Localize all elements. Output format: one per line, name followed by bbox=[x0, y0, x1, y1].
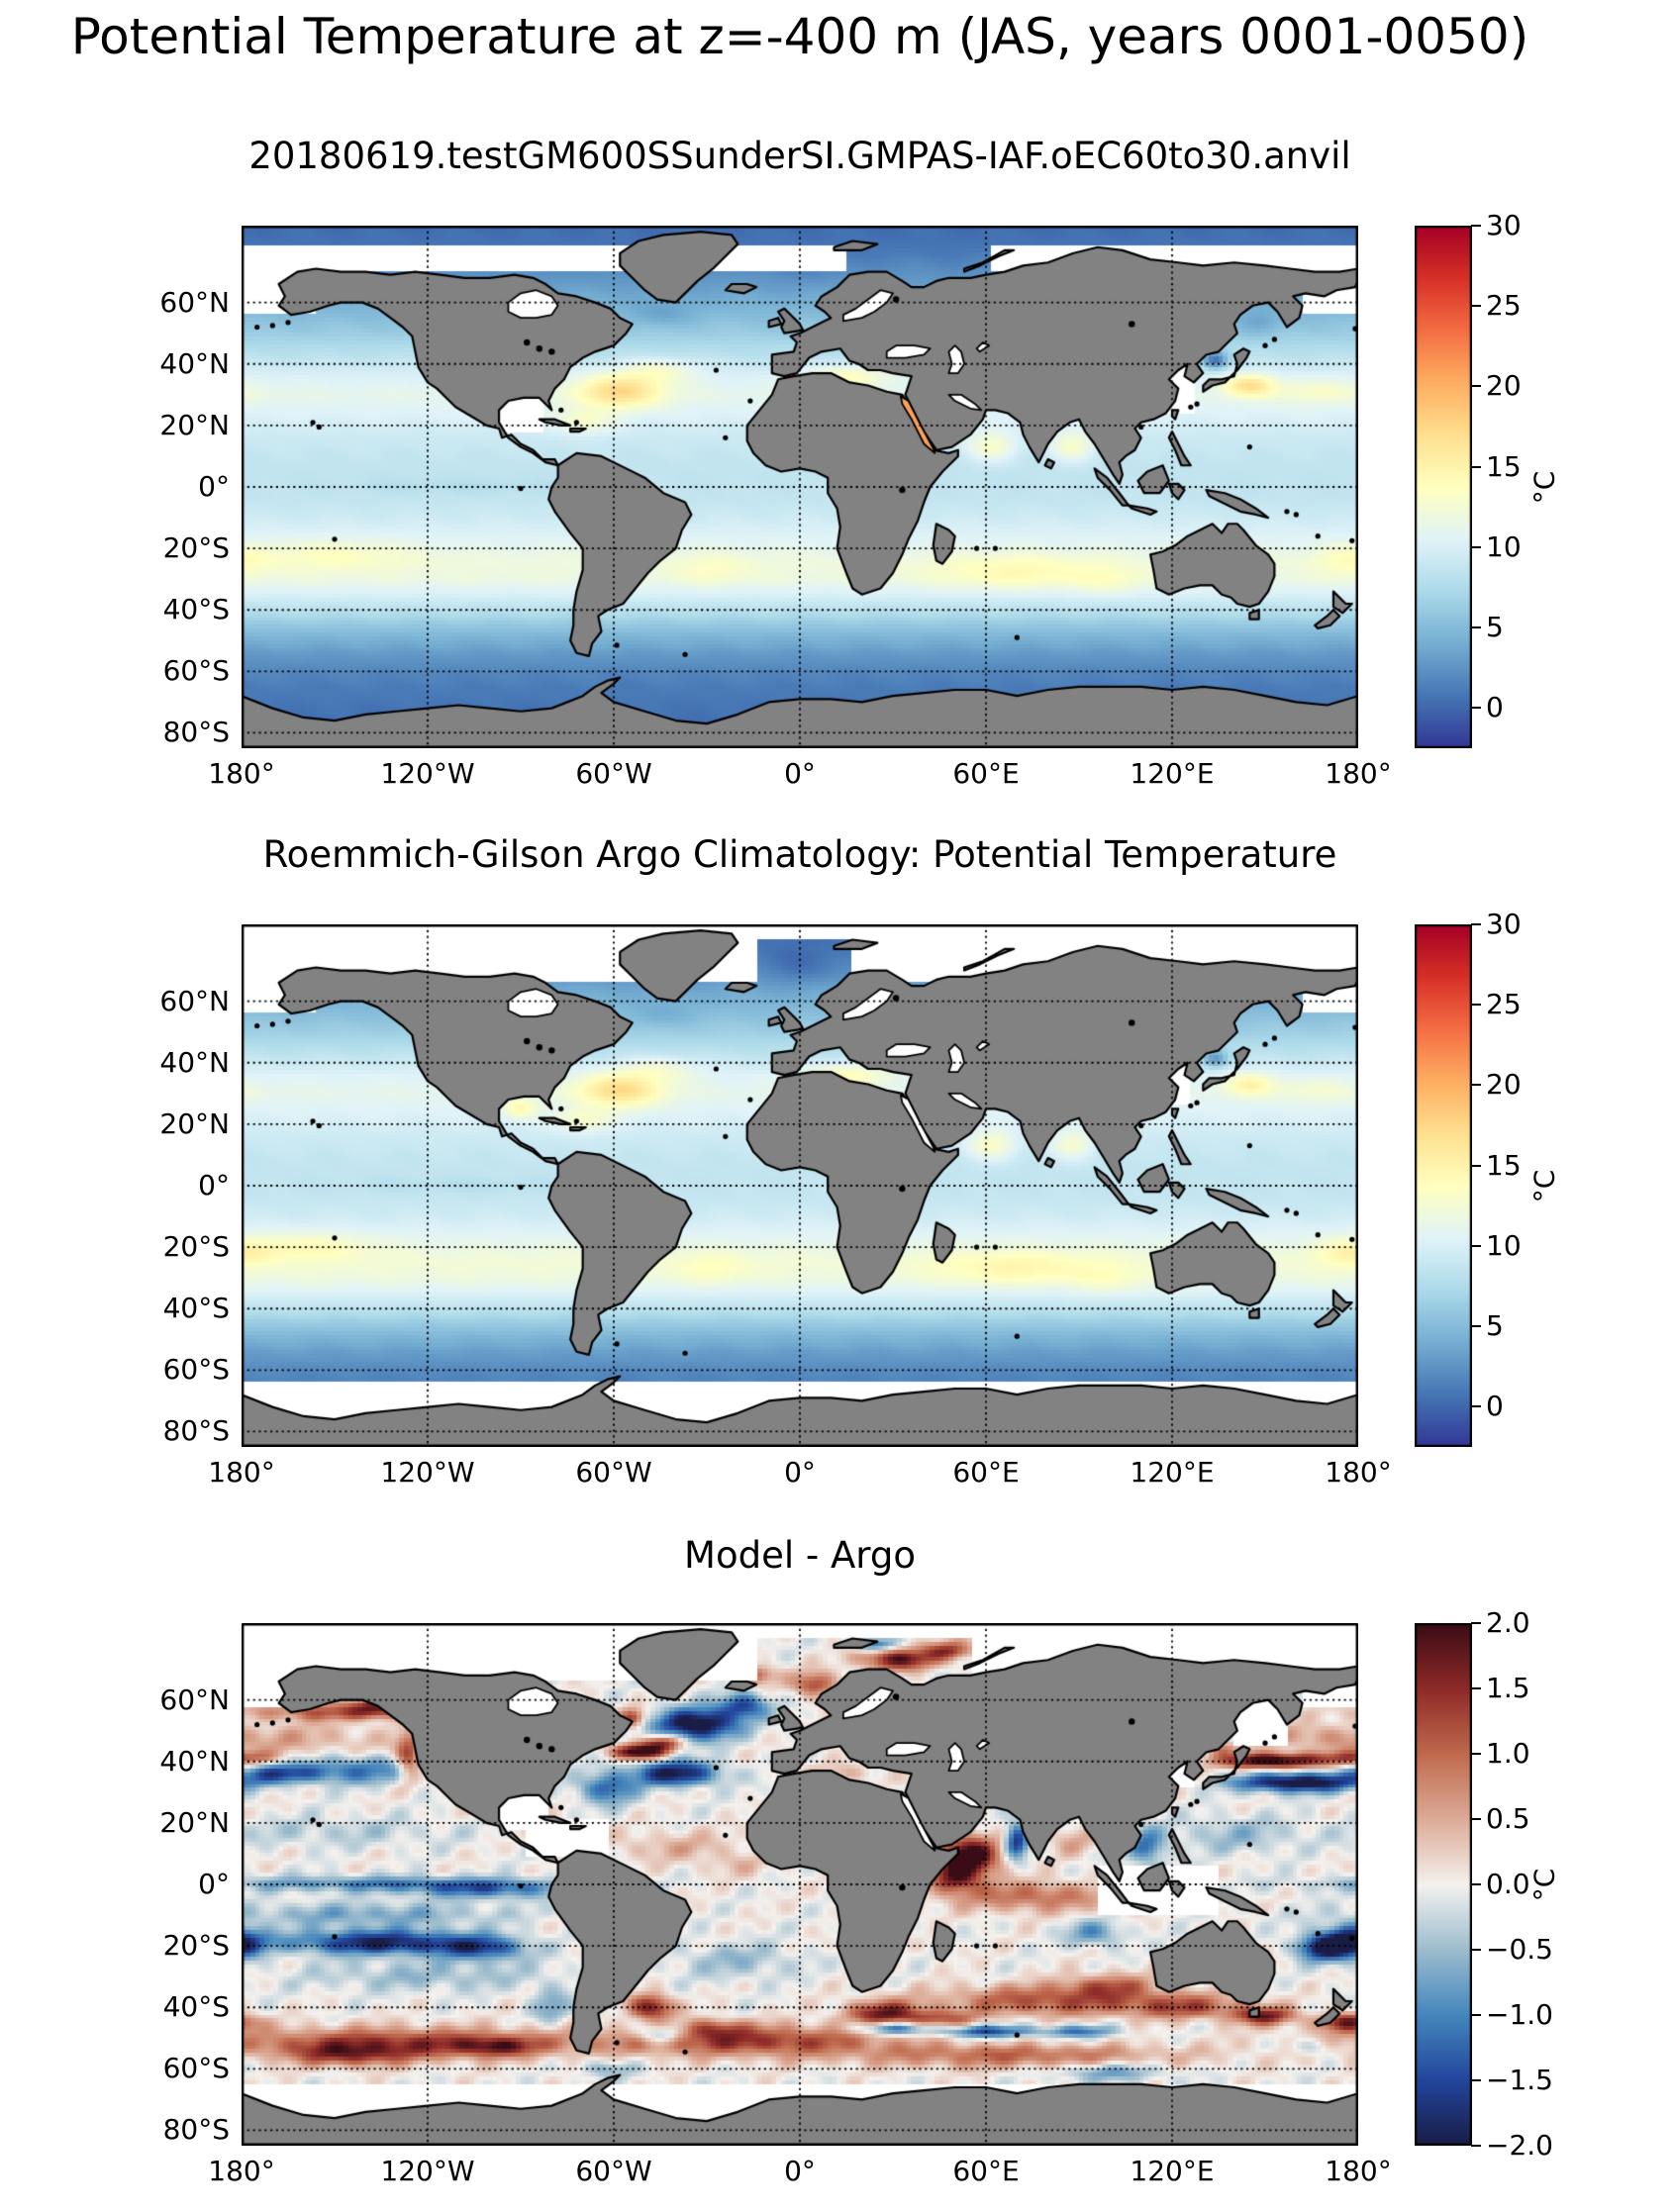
colorbar-tickmark bbox=[1471, 1687, 1481, 1689]
colorbar-tick-label: 5 bbox=[1486, 1309, 1504, 1343]
colorbar-tick-label: −1.5 bbox=[1486, 2064, 1553, 2096]
colorbar-tick-label: 25 bbox=[1486, 988, 1522, 1021]
lon-tick-label: 120°E bbox=[1130, 757, 1215, 790]
colorbar-tickmark bbox=[1471, 305, 1481, 307]
colorbar-tick-label: 20 bbox=[1486, 1068, 1522, 1102]
colorbar-tickmark bbox=[1471, 2079, 1481, 2081]
colorbar-tick-label: 25 bbox=[1486, 289, 1522, 323]
lon-tick-label: 120°W bbox=[380, 757, 475, 790]
argo-colorbar-units: °C bbox=[1527, 1169, 1561, 1203]
colorbar-tickmark bbox=[1471, 1818, 1481, 1820]
colorbar-tickmark bbox=[1471, 1753, 1481, 1755]
panel-title-difference: Model - Argo bbox=[684, 1534, 916, 1577]
lat-tick-label: 0° bbox=[198, 470, 230, 503]
model-colorbar-canvas bbox=[1415, 226, 1472, 748]
colorbar-tickmark bbox=[1471, 1949, 1481, 1951]
colorbar-tick-label: 0.5 bbox=[1486, 1802, 1530, 1835]
colorbar-tickmark bbox=[1471, 707, 1481, 709]
figure-title: Potential Temperature at z=-400 m (JAS, years 0001-0050) bbox=[70, 8, 1529, 65]
lat-tick-label: 80°S bbox=[162, 1414, 230, 1448]
lon-tick-label: 180° bbox=[1325, 2155, 1392, 2187]
panel-title-argo: Roemmich-Gilson Argo Climatology: Potential Temperature bbox=[262, 833, 1337, 876]
colorbar-tick-label: −1.0 bbox=[1486, 1998, 1553, 2031]
colorbar-tickmark bbox=[1471, 1004, 1481, 1006]
colorbar-tickmark bbox=[1471, 1405, 1481, 1407]
colorbar-tick-label: 2.0 bbox=[1486, 1606, 1530, 1639]
lon-tick-label: 60°E bbox=[952, 2155, 1020, 2187]
lat-tick-label: 80°S bbox=[162, 716, 230, 749]
lat-tick-label: 0° bbox=[198, 1169, 230, 1202]
lon-tick-label: 60°E bbox=[952, 757, 1020, 790]
lat-tick-label: 60°N bbox=[159, 1683, 230, 1716]
lat-tick-label: 20°N bbox=[159, 1805, 230, 1839]
difference-colorbar-units: °C bbox=[1527, 1868, 1561, 1902]
lon-tick-label: 60°W bbox=[575, 1456, 652, 1489]
lon-tick-label: 120°W bbox=[380, 1456, 475, 1489]
lon-tick-label: 180° bbox=[208, 1456, 275, 1489]
lon-tick-label: 180° bbox=[1325, 757, 1392, 790]
colorbar-tick-label: 5 bbox=[1486, 611, 1504, 644]
model-map-canvas bbox=[242, 226, 1358, 748]
lat-tick-label: 40°S bbox=[162, 1292, 230, 1325]
lat-tick-label: 20°S bbox=[162, 1929, 230, 1963]
lat-tick-label: 60°N bbox=[159, 285, 230, 319]
lon-tick-label: 120°W bbox=[380, 2155, 475, 2187]
lon-tick-label: 60°W bbox=[575, 2155, 652, 2187]
lon-tick-label: 180° bbox=[208, 2155, 275, 2187]
colorbar-tickmark bbox=[1471, 225, 1481, 227]
colorbar-tick-label: 1.0 bbox=[1486, 1737, 1530, 1770]
colorbar-tickmark bbox=[1471, 1883, 1481, 1885]
lat-tick-label: 20°N bbox=[159, 1106, 230, 1140]
colorbar-tickmark bbox=[1471, 1165, 1481, 1167]
colorbar-tickmark bbox=[1471, 1245, 1481, 1247]
lon-tick-label: 60°E bbox=[952, 1456, 1020, 1489]
colorbar-tick-label: 1.5 bbox=[1486, 1672, 1530, 1704]
lon-tick-label: 180° bbox=[1325, 1456, 1392, 1489]
colorbar-tick-label: 20 bbox=[1486, 369, 1522, 403]
colorbar-tick-label: 15 bbox=[1486, 1148, 1522, 1182]
colorbar-tickmark bbox=[1471, 2145, 1481, 2147]
difference-map-canvas bbox=[242, 1623, 1358, 2146]
colorbar-tick-label: −2.0 bbox=[1486, 2129, 1553, 2162]
lat-tick-label: 0° bbox=[198, 1868, 230, 1900]
lat-tick-label: 40°N bbox=[159, 1744, 230, 1778]
lat-tick-label: 60°S bbox=[162, 654, 230, 688]
difference-colorbar-canvas bbox=[1415, 1623, 1472, 2146]
lon-tick-label: 0° bbox=[784, 2155, 816, 2187]
colorbar-tickmark bbox=[1471, 1325, 1481, 1327]
lat-tick-label: 60°S bbox=[162, 1353, 230, 1387]
lon-tick-label: 0° bbox=[784, 1456, 816, 1489]
lon-tick-label: 60°W bbox=[575, 757, 652, 790]
colorbar-tick-label: 30 bbox=[1486, 908, 1522, 940]
lat-tick-label: 40°S bbox=[162, 593, 230, 626]
lon-tick-label: 0° bbox=[784, 757, 816, 790]
argo-map-canvas bbox=[242, 924, 1358, 1447]
colorbar-tickmark bbox=[1471, 923, 1481, 925]
colorbar-tickmark bbox=[1471, 385, 1481, 387]
panel-title-model: 20180619.testGM600SSunderSI.GMPAS-IAF.oEC60to30.anvil bbox=[248, 135, 1351, 177]
lat-tick-label: 20°S bbox=[162, 531, 230, 565]
lat-tick-label: 40°S bbox=[162, 1990, 230, 2024]
lat-tick-label: 20°N bbox=[159, 408, 230, 441]
lon-tick-label: 120°E bbox=[1130, 1456, 1215, 1489]
colorbar-tick-label: 0 bbox=[1486, 691, 1504, 724]
colorbar-tickmark bbox=[1471, 466, 1481, 468]
colorbar-tick-label: 10 bbox=[1486, 1228, 1522, 1262]
model-colorbar-units: °C bbox=[1527, 470, 1561, 505]
lat-tick-label: 60°N bbox=[159, 984, 230, 1017]
colorbar-tickmark bbox=[1471, 546, 1481, 548]
colorbar-tickmark bbox=[1471, 2014, 1481, 2016]
lat-tick-label: 40°N bbox=[159, 1045, 230, 1079]
colorbar-tick-label: 30 bbox=[1486, 209, 1522, 241]
lat-tick-label: 40°N bbox=[159, 346, 230, 380]
colorbar-tick-label: 0.0 bbox=[1486, 1868, 1530, 1900]
argo-colorbar-canvas bbox=[1415, 924, 1472, 1447]
colorbar-tickmark bbox=[1471, 1622, 1481, 1624]
colorbar-tick-label: 15 bbox=[1486, 449, 1522, 483]
lat-tick-label: 60°S bbox=[162, 2052, 230, 2085]
colorbar-tickmark bbox=[1471, 1084, 1481, 1086]
lon-tick-label: 180° bbox=[208, 757, 275, 790]
lat-tick-label: 80°S bbox=[162, 2113, 230, 2147]
colorbar-tickmark bbox=[1471, 626, 1481, 628]
lat-tick-label: 20°S bbox=[162, 1230, 230, 1264]
lon-tick-label: 120°E bbox=[1130, 2155, 1215, 2187]
colorbar-tick-label: 0 bbox=[1486, 1390, 1504, 1423]
colorbar-tick-label: 10 bbox=[1486, 529, 1522, 563]
colorbar-tick-label: −0.5 bbox=[1486, 1933, 1553, 1966]
